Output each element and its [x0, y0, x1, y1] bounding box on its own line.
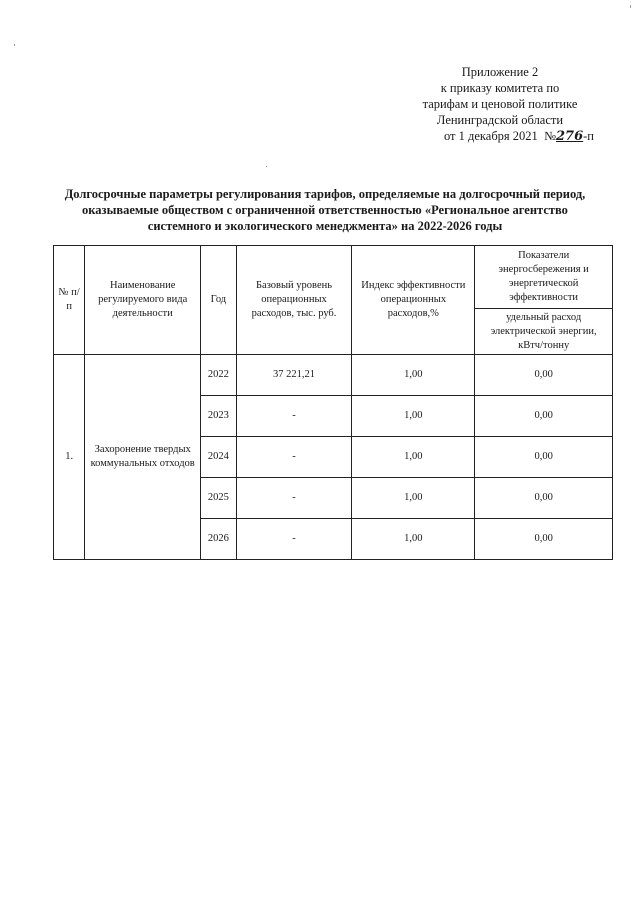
scan-speck — [14, 44, 15, 46]
cell-eff: 1,00 — [352, 478, 475, 519]
cell-energy: 0,00 — [475, 396, 613, 437]
title-line: системного и экологического менеджмента» на 2022-2026 годы — [147, 219, 503, 233]
cell-year: 2026 — [201, 519, 237, 560]
header-num: № п/п — [54, 246, 85, 355]
header-activity: Наименование регулируемого вида деятельности — [85, 246, 201, 355]
order-date: от 1 декабря 2021 — [443, 129, 538, 143]
cell-energy: 0,00 — [475, 355, 613, 396]
cell-base: 37 221,21 — [236, 355, 352, 396]
header-efficiency-index: Индекс эффективности операционных расходов,% — [352, 246, 475, 355]
scan-speck — [630, 5, 631, 8]
cell-energy: 0,00 — [475, 478, 613, 519]
order-number-suffix: -п — [583, 129, 594, 143]
cell-base: - — [236, 478, 352, 519]
cell-eff: 1,00 — [352, 519, 475, 560]
activity-name: Захоронение твердых коммунальных отходов — [85, 355, 201, 560]
appendix-line: тарифам и ценовой политике — [422, 97, 578, 111]
cell-eff: 1,00 — [352, 355, 475, 396]
cell-base: - — [236, 519, 352, 560]
cell-eff: 1,00 — [352, 437, 475, 478]
cell-energy: 0,00 — [475, 519, 613, 560]
header-base-opex: Базовый уровень операционных расходов, тыс. руб. — [236, 246, 352, 355]
order-date-line — [400, 128, 600, 145]
table-header-row — [54, 246, 613, 309]
document-title — [30, 186, 620, 234]
item-number: 1. — [54, 355, 85, 560]
cell-energy: 0,00 — [475, 437, 613, 478]
appendix-line: Ленинградской области — [436, 113, 564, 127]
cell-year: 2024 — [201, 437, 237, 478]
parameters-table — [53, 245, 613, 560]
title-line: оказываемые обществом с ограниченной ответственностью «Региональное агентство — [82, 203, 568, 217]
appendix-line: Приложение 2 — [461, 65, 539, 79]
header-energy-sub: удельный расход электрической энергии, кВтч/тонну — [475, 309, 613, 355]
cell-base: - — [236, 396, 352, 437]
order-number-handwritten: 276 — [556, 129, 584, 144]
table-row — [54, 355, 613, 396]
appendix-header — [400, 64, 600, 145]
cell-year: 2022 — [201, 355, 237, 396]
cell-eff: 1,00 — [352, 396, 475, 437]
header-year: Год — [201, 246, 237, 355]
cell-year: 2023 — [201, 396, 237, 437]
scan-speck — [266, 166, 267, 167]
appendix-line: к приказу комитета по — [440, 81, 560, 95]
order-number-prefix: № — [544, 129, 556, 143]
title-line: Долгосрочные параметры регулирования тарифов, определяемые на долгосрочный период, — [64, 187, 586, 201]
cell-year: 2025 — [201, 478, 237, 519]
cell-base: - — [236, 437, 352, 478]
header-energy-group: Показатели энергосбережения и энергетической эффективности — [475, 246, 613, 309]
